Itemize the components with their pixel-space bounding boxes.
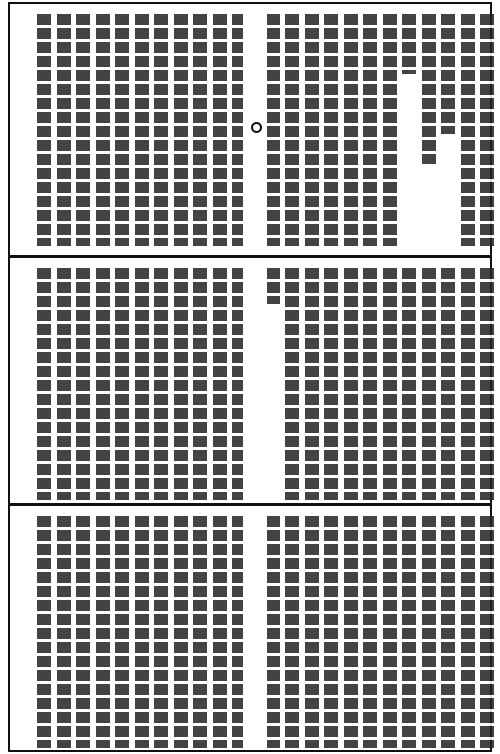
text-column xyxy=(135,268,149,500)
center-fold-bottom xyxy=(243,506,267,750)
text-column xyxy=(422,516,436,748)
text-column xyxy=(363,516,377,748)
text-column xyxy=(76,14,90,246)
text-column xyxy=(115,14,129,246)
text-column xyxy=(154,516,168,748)
text-column xyxy=(193,268,207,500)
text-column xyxy=(37,268,51,500)
text-column xyxy=(480,268,494,500)
text-column xyxy=(461,268,475,500)
text-column xyxy=(135,516,149,748)
text-column xyxy=(266,516,280,748)
center-fold-middle xyxy=(243,258,267,503)
text-column xyxy=(383,14,397,246)
text-column xyxy=(266,14,280,246)
text-column xyxy=(324,268,338,500)
text-column xyxy=(344,516,358,748)
text-column xyxy=(383,516,397,748)
panel-top xyxy=(8,2,492,257)
text-column xyxy=(154,268,168,500)
text-column xyxy=(76,516,90,748)
text-column xyxy=(285,516,299,748)
text-column xyxy=(441,14,455,134)
text-column xyxy=(480,516,494,748)
text-column xyxy=(174,14,188,246)
text-column xyxy=(441,268,455,500)
text-column xyxy=(363,268,377,500)
panel-middle xyxy=(8,257,492,505)
text-column xyxy=(96,268,110,500)
panel-bottom xyxy=(8,505,492,752)
text-column xyxy=(37,516,51,748)
text-column xyxy=(383,268,397,500)
text-column xyxy=(57,268,71,500)
text-column xyxy=(57,516,71,748)
text-column xyxy=(285,14,299,246)
text-column xyxy=(324,14,338,246)
text-column xyxy=(305,516,319,748)
text-column xyxy=(115,268,129,500)
text-column xyxy=(115,516,129,748)
text-column xyxy=(213,516,227,748)
text-column xyxy=(96,516,110,748)
text-column xyxy=(441,516,455,748)
text-column xyxy=(135,14,149,246)
text-column xyxy=(402,14,416,74)
text-column xyxy=(461,516,475,748)
text-column xyxy=(344,268,358,500)
text-column xyxy=(305,268,319,500)
text-column xyxy=(285,268,299,500)
text-column xyxy=(193,14,207,246)
text-column xyxy=(422,268,436,500)
text-column xyxy=(174,268,188,500)
text-column xyxy=(324,516,338,748)
fold-mark-icon xyxy=(251,122,262,133)
text-column xyxy=(76,268,90,500)
text-column xyxy=(174,516,188,748)
text-column xyxy=(480,14,494,246)
text-column xyxy=(154,14,168,246)
text-column xyxy=(363,14,377,246)
text-column xyxy=(402,268,416,500)
text-column xyxy=(213,14,227,246)
text-column xyxy=(37,14,51,246)
text-column xyxy=(305,14,319,246)
text-column xyxy=(213,268,227,500)
text-column xyxy=(96,14,110,246)
text-column xyxy=(57,14,71,246)
text-column xyxy=(266,268,280,304)
text-column xyxy=(344,14,358,246)
text-column xyxy=(193,516,207,748)
text-column xyxy=(461,14,475,246)
text-column xyxy=(422,14,436,164)
text-column xyxy=(402,516,416,748)
